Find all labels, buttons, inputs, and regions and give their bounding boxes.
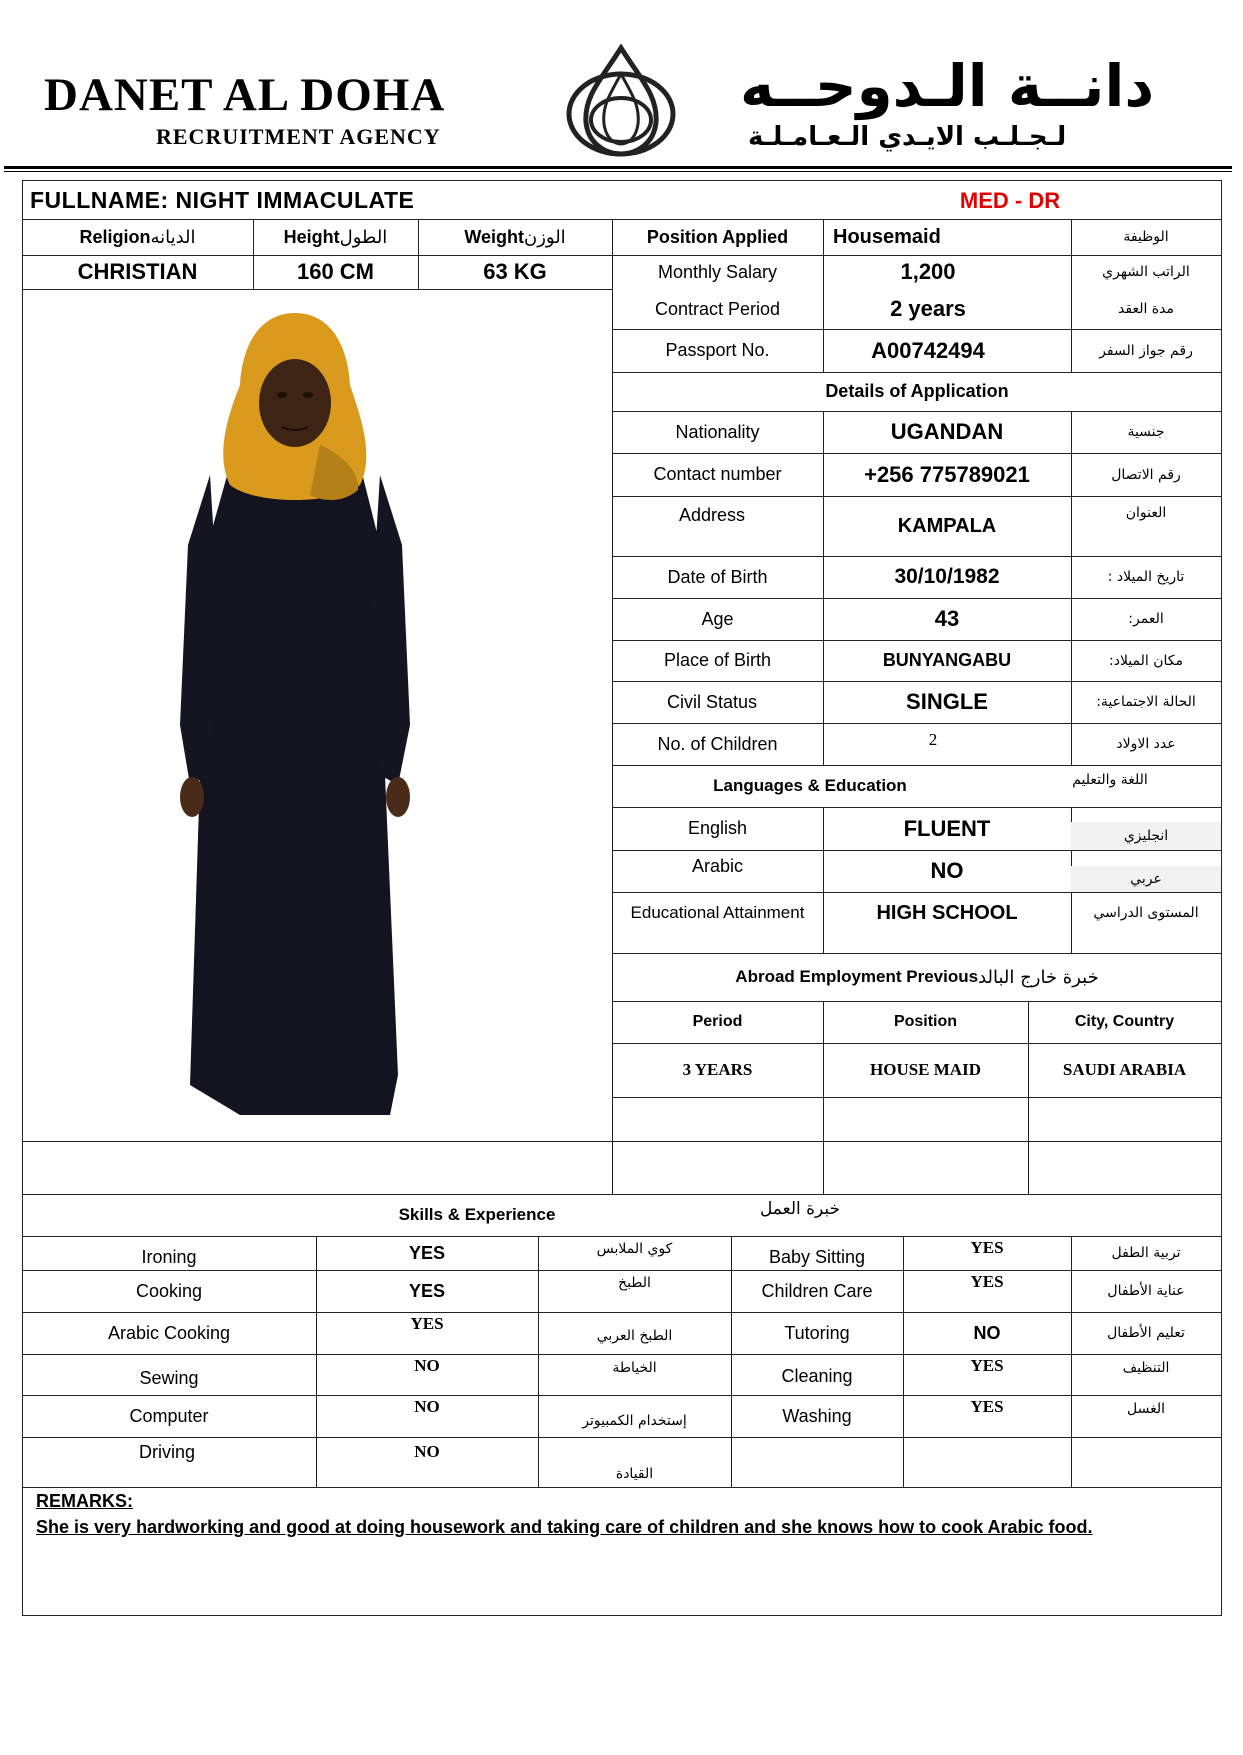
arabic-value: NO [930, 858, 964, 883]
skill-computer-label: Computer [129, 1405, 209, 1426]
position-label: Position Applied [646, 226, 789, 247]
header-rule-thin [4, 171, 1232, 172]
children-label: No. of Children [657, 733, 778, 754]
code-label: MED - DR [959, 187, 1061, 213]
arabic-ar: عربي [1071, 866, 1221, 892]
height-label: Height الطول [283, 226, 388, 248]
header-rule [4, 166, 1232, 169]
height-value: 160 CM [296, 259, 375, 284]
contract-ar: مدة العقد [1118, 301, 1174, 317]
salary-label: Monthly Salary [657, 261, 778, 282]
skills-title: Skills & Experience [398, 1205, 556, 1224]
skill-childcare-label: Children Care [761, 1280, 873, 1301]
contract-value: 2 years [890, 296, 966, 321]
skill-ironing-ar: كوي الملابس [596, 1241, 673, 1257]
skill-washing-ar: الغسل [1127, 1401, 1166, 1417]
skill-babysitting-ar: تربية الطفل [1111, 1245, 1181, 1261]
skill-driving-ar: القيادة [615, 1465, 654, 1482]
skill-cooking-ar: الطبخ [618, 1275, 651, 1291]
salary-value: 1,200 [900, 259, 956, 284]
abroad-city: SAUDI ARABIA [1062, 1060, 1187, 1079]
contact-label: Contact number [653, 464, 782, 484]
remarks-title: REMARKS: [36, 1491, 133, 1511]
pob-ar: مكان الميلاد: [1109, 652, 1184, 669]
education-ar: المستوى الدراسي [1093, 905, 1199, 921]
skill-babysitting-value: YES [970, 1238, 1004, 1257]
languages-title: Languages & Education [713, 776, 907, 795]
agency-subtitle-arabic: لـجـلـب الايـدي الـعـامـلـة [748, 122, 1067, 152]
address-value: KAMPALA [897, 514, 997, 537]
skill-sewing-value: NO [414, 1356, 440, 1375]
position-ar: الوظيفة [1123, 229, 1169, 245]
education-label: Educational Attainment [630, 903, 805, 922]
skill-sewing-ar: الخياطة [612, 1360, 657, 1376]
children-ar: عدد الاولاد [1116, 736, 1176, 752]
fullname: FULLNAME: NIGHT IMMACULATE [30, 187, 415, 213]
candidate-photo [170, 305, 420, 1115]
arabic-label: Arabic [691, 856, 744, 876]
abroad-title: Abroad Employment Previous خبرة خارج البالد [735, 966, 1099, 988]
skill-driving-label: Driving [138, 1441, 195, 1462]
pob-value: BUNYANGABU [882, 650, 1012, 670]
skill-tutoring-ar: تعليم الأطفال [1107, 1325, 1185, 1341]
languages-title-ar: اللغة والتعليم [1072, 772, 1148, 788]
skill-washing-label: Washing [782, 1405, 852, 1426]
skill-arabic-cooking-value: YES [410, 1314, 444, 1333]
skill-cleaning-value: YES [970, 1356, 1004, 1375]
weight-value: 63 KG [483, 259, 547, 284]
dob-ar: تاريخ الميلاد : [1107, 569, 1185, 585]
skill-cleaning-ar: التنظيف [1122, 1360, 1170, 1376]
abroad-header-city: City, Country [1074, 1013, 1175, 1030]
skill-computer-ar: إستخدام الكمبيوتر [582, 1412, 687, 1429]
remarks-text: She is very hardworking and good at doing housework and taking care of children and she knows how to cook Arabic food. [36, 1517, 1093, 1537]
passport-label: Passport No. [665, 340, 770, 360]
agency-name: DANET AL DOHA [44, 69, 446, 121]
position-value: Housemaid [833, 225, 941, 248]
address-ar: العنوان [1125, 505, 1167, 521]
religion-value: CHRISTIAN [77, 259, 198, 284]
skills-title-ar: خبرة العمل [759, 1199, 841, 1219]
skill-cooking-value: YES [408, 1280, 446, 1301]
nationality-ar: جنسية [1127, 424, 1165, 440]
skill-tutoring-label: Tutoring [784, 1322, 850, 1343]
civil-status-label: Civil Status [666, 691, 758, 712]
passport-ar: رقم جواز السفر [1099, 342, 1193, 359]
english-label: English [687, 818, 748, 838]
abroad-position: HOUSE MAID [870, 1060, 981, 1079]
skill-washing-value: YES [970, 1397, 1004, 1416]
religion-label: Religion الديانه [79, 226, 196, 248]
salary-ar: الراتب الشهري [1102, 264, 1190, 280]
agency-subtitle: RECRUITMENT AGENCY [156, 124, 441, 149]
nationality-label: Nationality [675, 421, 760, 442]
skill-driving-value: NO [414, 1442, 440, 1461]
skill-arabic-cooking-ar: الطبخ العربي [596, 1328, 673, 1344]
civil-status-value: SINGLE [906, 689, 988, 714]
skill-tutoring-value: NO [973, 1322, 1001, 1343]
dob-value: 30/10/1982 [894, 565, 1000, 588]
skill-computer-value: NO [414, 1397, 440, 1416]
skill-childcare-value: YES [970, 1272, 1004, 1291]
civil-status-ar: الحالة الاجتماعية: [1096, 694, 1196, 710]
address-label: Address [678, 504, 746, 525]
skill-ironing-value: YES [408, 1242, 446, 1263]
agency-name-arabic: دانــة الـدوحــه [740, 52, 1155, 120]
children-value: 2 [928, 730, 938, 749]
contract-label: Contract Period [654, 298, 781, 319]
drop-emblem-icon [562, 44, 680, 162]
age-value: 43 [934, 606, 960, 631]
skill-arabic-cooking-label: Arabic Cooking [107, 1322, 231, 1343]
abroad-period: 3 YEARS [682, 1060, 753, 1079]
pob-label: Place of Birth [663, 650, 772, 670]
details-title: Details of Application [825, 381, 1009, 401]
skill-ironing-label: Ironing [141, 1246, 197, 1267]
abroad-header-period: Period [692, 1013, 743, 1030]
contact-value: +256 775789021 [864, 461, 1030, 487]
abroad-header-position: Position [893, 1013, 958, 1030]
english-ar: انجليزي [1071, 822, 1221, 850]
skill-childcare-ar: عناية الأطفال [1107, 1283, 1185, 1299]
contact-ar: رقم الاتصال [1111, 466, 1181, 483]
skill-cooking-label: Cooking [135, 1280, 203, 1301]
weight-label: Weight الوزن [464, 226, 566, 248]
skill-babysitting-label: Baby Sitting [768, 1246, 866, 1267]
english-value: FLUENT [903, 815, 991, 841]
age-label: Age [701, 608, 734, 629]
passport-value: A00742494 [871, 337, 985, 363]
skill-sewing-label: Sewing [139, 1367, 199, 1388]
education-value: HIGH SCHOOL [876, 901, 1018, 924]
age-ar: العمر: [1128, 611, 1164, 627]
skill-cleaning-label: Cleaning [781, 1365, 853, 1386]
dob-label: Date of Birth [667, 566, 768, 587]
nationality-value: UGANDAN [890, 419, 1004, 444]
